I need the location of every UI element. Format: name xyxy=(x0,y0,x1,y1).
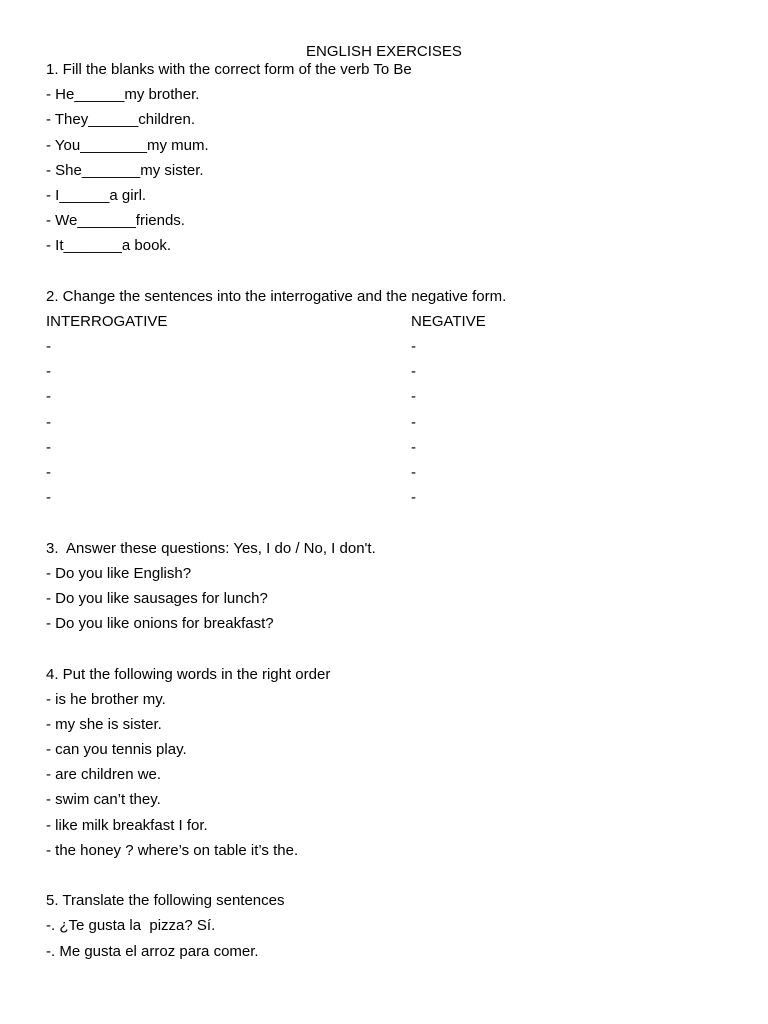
spacer xyxy=(46,262,726,287)
exercise-content xyxy=(46,60,726,967)
question-item: - Do you like onions for breakfast? xyxy=(46,615,274,633)
negative-answer: - xyxy=(411,338,416,356)
answer-row xyxy=(46,387,726,412)
negative-column-header: NEGATIVE xyxy=(411,312,486,330)
fill-blank-item: - I______a girl. xyxy=(46,186,147,204)
interrogative-answer: - xyxy=(46,388,51,406)
answer-row xyxy=(46,463,726,488)
interrogative-answer: - xyxy=(46,464,51,481)
negative-answer: - xyxy=(411,438,416,456)
negative-answer: - xyxy=(411,413,416,431)
word-order-item: - are children we. xyxy=(46,766,162,784)
spacer xyxy=(46,513,726,538)
negative-answer: - xyxy=(411,489,416,507)
translation-item: -. Me gusta el arroz para comer. xyxy=(46,942,259,960)
answer-row xyxy=(46,362,726,387)
question-item: - Do you like English? xyxy=(46,564,192,582)
section-4 xyxy=(46,665,726,867)
column-headers xyxy=(46,312,726,337)
interrogative-answer: - xyxy=(46,438,51,456)
fill-blank-item: - You________my mum. xyxy=(46,136,209,154)
word-order-item: - swim can’t they. xyxy=(46,791,161,809)
page-title: ENGLISH EXERCISES xyxy=(306,43,462,60)
section-2-heading: 2. Change the sentences into the interrogative and the negative form. xyxy=(46,287,507,305)
word-order-item: - is he brother my. xyxy=(46,690,166,708)
interrogative-answer: - xyxy=(46,338,51,356)
section-3 xyxy=(46,539,726,640)
interrogative-answer: - xyxy=(46,363,51,381)
section-5 xyxy=(46,891,726,967)
word-order-item: - can you tennis play. xyxy=(46,741,187,759)
word-order-item: - the honey ? where’s on table it’s the. xyxy=(46,841,299,859)
section-1 xyxy=(46,60,726,262)
fill-blank-item: - We_______friends. xyxy=(46,212,185,230)
fill-blank-item: - She_______my sister. xyxy=(46,161,204,179)
interrogative-column-header: INTERROGATIVE xyxy=(46,312,168,330)
negative-answer: - xyxy=(411,464,416,481)
section-3-heading: 3. Answer these questions: Yes, I do / No, I don't. xyxy=(46,539,376,557)
fill-blank-item: - He______my brother. xyxy=(46,86,200,104)
fill-blank-item: - It_______a book. xyxy=(46,237,172,255)
section-5-heading: 5. Translate the following sentences xyxy=(46,892,285,910)
word-order-item: - like milk breakfast I for. xyxy=(46,816,208,834)
translation-item: -. ¿Te gusta la pizza? Sí. xyxy=(46,917,216,935)
section-1-heading: 1. Fill the blanks with the correct form of the verb To Be xyxy=(46,61,412,78)
spacer xyxy=(46,866,726,891)
interrogative-answer: - xyxy=(46,413,51,431)
interrogative-answer: - xyxy=(46,489,51,507)
negative-answer: - xyxy=(411,388,416,406)
answer-row xyxy=(46,413,726,438)
question-item: - Do you like sausages for lunch? xyxy=(46,589,268,607)
answer-row xyxy=(46,337,726,362)
negative-answer: - xyxy=(411,363,416,381)
fill-blank-item: - They______children. xyxy=(46,111,195,129)
answer-row xyxy=(46,438,726,463)
answer-row xyxy=(46,488,726,513)
section-4-heading: 4. Put the following words in the right order xyxy=(46,665,331,683)
word-order-item: - my she is sister. xyxy=(46,715,162,733)
section-2 xyxy=(46,287,726,514)
spacer xyxy=(46,639,726,664)
